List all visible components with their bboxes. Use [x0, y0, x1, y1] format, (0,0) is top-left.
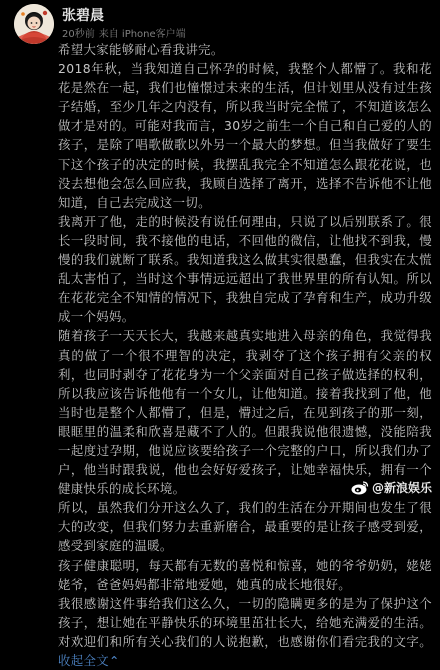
collapse-label: 收起全文 [58, 653, 109, 668]
post-paragraph: 2018年秋，当我知道自己怀孕的时候，我整个人都懵了。我和花花是然在一起，我们也憧憬过未来的生活，但计划里从没有过生孩子结婚，至少几年之内没有，所以我当时完全慌了，不知道该怎么做才是对的。可能对我而言，30岁之前生一个自己和自己爱的人的孩子，是除了唱歌做歌以外另一个最大的梦想。但当我做好了要生下这个孩子的决定的时候，我摆乱我完全不知道怎么跟花花说，也没去想他会怎么回应我，我顾自选择了离开，选择不告诉他不让他知道，自己去完成这一切。 [58, 61, 432, 210]
author-avatar[interactable] [14, 4, 54, 44]
collapse-full-text-link[interactable] [58, 653, 120, 668]
post-paragraph-text: 我很感谢这件事给我们这么久，一切的隐瞒更多的是为了保护这个孩子，想让她在平静快乐的环境里茁壮长大，给她充满爱的生活。对欢迎们和所有关心我们的人说抱歉，也感谢你们看完我的文字。 [58, 595, 432, 649]
post-paragraph: 孩子健康聪明，每天都有无数的喜悦和惊喜，她的爷爷奶奶，姥姥姥爷，爸爸妈妈都非常地爱她，她真的成长地很好。 [58, 557, 432, 592]
post-body [58, 40, 432, 670]
weibo-logo-icon [351, 480, 369, 495]
post-paragraph: 希望大家能够耐心看我讲完。 [58, 42, 224, 57]
chevron-up-icon: ⌃ [108, 653, 120, 668]
post-header [0, 0, 440, 40]
weibo-watermark [351, 479, 432, 496]
watermark-text: @新浪娱乐 [371, 481, 432, 495]
post-paragraph: 随着孩子一天天长大，我越来越真实地进入母亲的角色，我觉得我真的做了一个很不理智的决定，我剥夺了这个孩子拥有父亲的权利，也同时剥夺了花花身为一个父亲面对自己孩子做选择的权利，所以我应该告诉他他有一个女儿，让他知道。接着我找到了他，他当时也是整个人都懵了，但是，懵过之后，在见到孩子的那一刻，眼眶里的温柔和欣喜是藏不了人的。但跟我说他很遗憾，没能陪我一起度过孕期，他说应该要给孩子一个完整的户口，所以我们办了户，他当时跟我说，他也会好好爱孩子，让她幸福快乐，拥有一个健康快乐的成长环境。 [58, 328, 432, 497]
post-source: 来自 iPhone客户端 [98, 29, 186, 40]
post-paragraph: 我离开了他，走的时候没有说任何理由，只说了以后别联系了。很长一段时间，我不接他的电话，不回他的微信，让他找不到我，慢慢的我们就断了联系。我知道我这么做其实很愚蠢，但我实在太慌乱太害怕了，当时这个事情远远超出了我世界里的所有认知。所以在花花完全不知情的情况下，我独自完成了孕育和生产，成功升级成一个妈妈。 [58, 213, 432, 325]
avatar-illustration-icon [14, 4, 54, 44]
post-paragraph-last [58, 594, 432, 670]
post-time: 20秒前 [62, 29, 95, 40]
author-name[interactable]: 张碧晨 [62, 8, 104, 24]
post-paragraph: 所以，虽然我们分开这么久了，我们的生活在分开期间也发生了很大的改变，但我们努力去重新磨合，最重要的是让孩子感受到爱，感受到家庭的温暖。 [58, 500, 432, 554]
post-meta [62, 25, 190, 40]
